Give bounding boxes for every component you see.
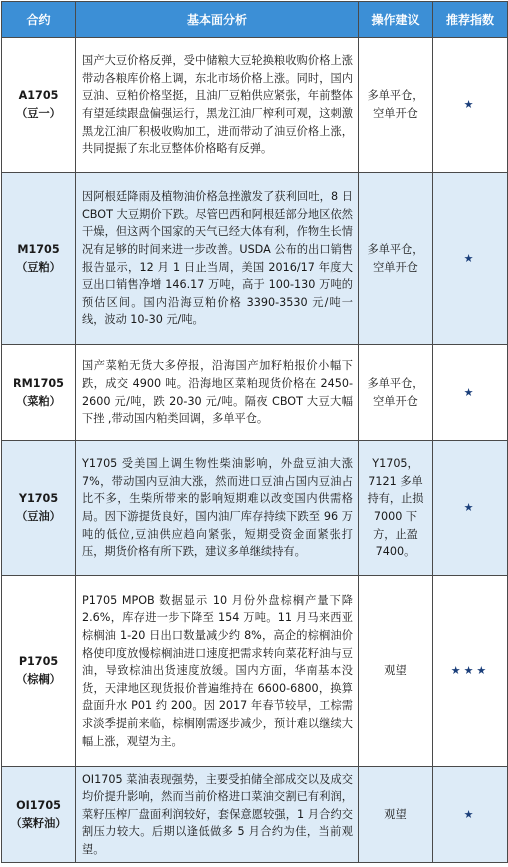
analysis-cell: 因阿根廷降雨及植物油价格急挫激发了获利回吐，8 日 CBOT 大豆期价下跌。尽管巴西和阿根廷部分地区依然干燥，但这两个国家的天气已经大体有利，作物生长情况有足够的时间来进一步改善。USDA 公布的出口销售报告显示，12 月 1 日止当周，美国 2016/17 年度大豆出口销售净增 146.17 万吨，高于 100-130 万吨的预估区间。国内沿海豆粕价格 3390-3530 元/吨一线，波动 10-30 元/吨。: [76, 173, 359, 345]
header-contract: 合约: [2, 2, 76, 38]
advice-cell: 多单平仓，空单开仓: [359, 38, 433, 173]
table-row: [2, 38, 508, 173]
contract-cell: [2, 173, 76, 345]
rating-stars: ★: [433, 345, 508, 441]
contract-cell: [2, 38, 76, 173]
contract-name: （菜粕）: [16, 394, 61, 408]
rating-stars: ★★★: [433, 576, 508, 767]
contract-code: P1705: [18, 655, 59, 669]
rating-stars: ★: [433, 173, 508, 345]
contract-code: M1705: [17, 242, 60, 256]
header-row: [2, 2, 508, 38]
analysis-cell: Y1705 受美国上调生物性柴油影响，外盘豆油大涨 7%，带动国内豆油大涨，然而进口豆油占国内豆油占比不多，生柴所带来的影响短期难以改变国内供需格局。因下游提货良好，国内油厂库存持续下跌至 96 万吨的低位,豆油供应趋向紧张，短期受资金面紧张打压，期货价格有所下跌，建议多单继续持有。: [76, 441, 359, 576]
contract-cell: [2, 576, 76, 767]
contract-name: （豆一）: [16, 107, 61, 120]
contract-code: RM1705: [13, 376, 64, 390]
header-rating: 推荐指数: [433, 2, 508, 38]
advice-cell: 观望: [359, 767, 433, 863]
contract-name: （豆粕）: [16, 260, 61, 274]
analysis-cell: P1705 MPOB 数据显示 10 月份外盘棕榈产量下降 2.6%，库存进一步下降至 154 万吨。11 月马来西亚棕榈油 1-20 日出口数量减少约 8%，高企的棕榈油价格使印度放慢棕榈油进口速度把需求转向菜花籽油与豆油，导致棕油出货速度放缓。国内方面，华南基本没货，天津地区现货报价普遍维持在 6600-6800，换算盘面升水 P01 约 200。因 2017 年春节较早，工棕需求淡季提前来临，棕榈刚需逐步减少，预计难以继续大幅上涨，观望为主。: [76, 576, 359, 767]
table-row: [2, 767, 508, 863]
advice-cell: Y1705，7121 多单持有，止损 7000 下方，止盈 7400。: [359, 441, 433, 576]
contract-cell: [2, 767, 76, 863]
fundamentals-table: [1, 1, 508, 863]
rating-stars: ★: [433, 767, 508, 863]
analysis-cell: OI1705 菜油表现强势，主要受拍储全部成交以及成交均价提升影响，然而当前价格进口菜油交割已有利润，菜籽压榨厂盘面利润较好，套保意愿较强，1 月合约交割压力较大。后期以逢低做多 5 月合约为佳，当前观望。: [76, 767, 359, 863]
header-advice: 操作建议: [359, 2, 433, 38]
table-row: [2, 173, 508, 345]
advice-cell: 观望: [359, 576, 433, 767]
contract-name: （菜籽油）: [10, 816, 67, 830]
table-row: [2, 345, 508, 441]
contract-name: （棕榈）: [16, 673, 61, 686]
header-analysis: 基本面分析: [76, 2, 359, 38]
analysis-cell: 国产大豆价格反弹，受中储粮大豆轮换粮收购价格上涨带动各粮库价格上调，东北市场价格上涨。同时，国内豆油、豆粕价格坚挺，且油厂豆粕供应紧张，年前整体有望延续跟盘偏强运行，黑龙江油厂榨利可观，这刺激黑龙江油厂积极收购加工，进而带动了油豆价格上涨，共同提振了东北豆整体价格略有反弹。: [76, 38, 359, 173]
contract-cell: [2, 441, 76, 576]
advice-cell: 多单平仓，空单开仓: [359, 345, 433, 441]
contract-code: A1705: [18, 89, 59, 103]
contract-cell: [2, 345, 76, 441]
rating-stars: ★: [433, 38, 508, 173]
contract-code: Y1705: [18, 492, 59, 506]
analysis-cell: 国产菜粕无货大多停报，沿海国产加籽粕报价小幅下跌，成交 4900 吨。沿海地区菜粕现货价格在 2450-2600 元/吨，跌 20-30 元/吨。隔夜 CBOT 大豆大幅下挫 ,带动国内粕类回调，多单平仓。: [76, 345, 359, 441]
contract-code: OI1705: [16, 798, 61, 812]
table-row: [2, 441, 508, 576]
rating-stars: ★: [433, 441, 508, 576]
table-row: [2, 576, 508, 767]
advice-cell: 多单平仓，空单开仓: [359, 173, 433, 345]
contract-name: （豆油）: [16, 510, 61, 523]
